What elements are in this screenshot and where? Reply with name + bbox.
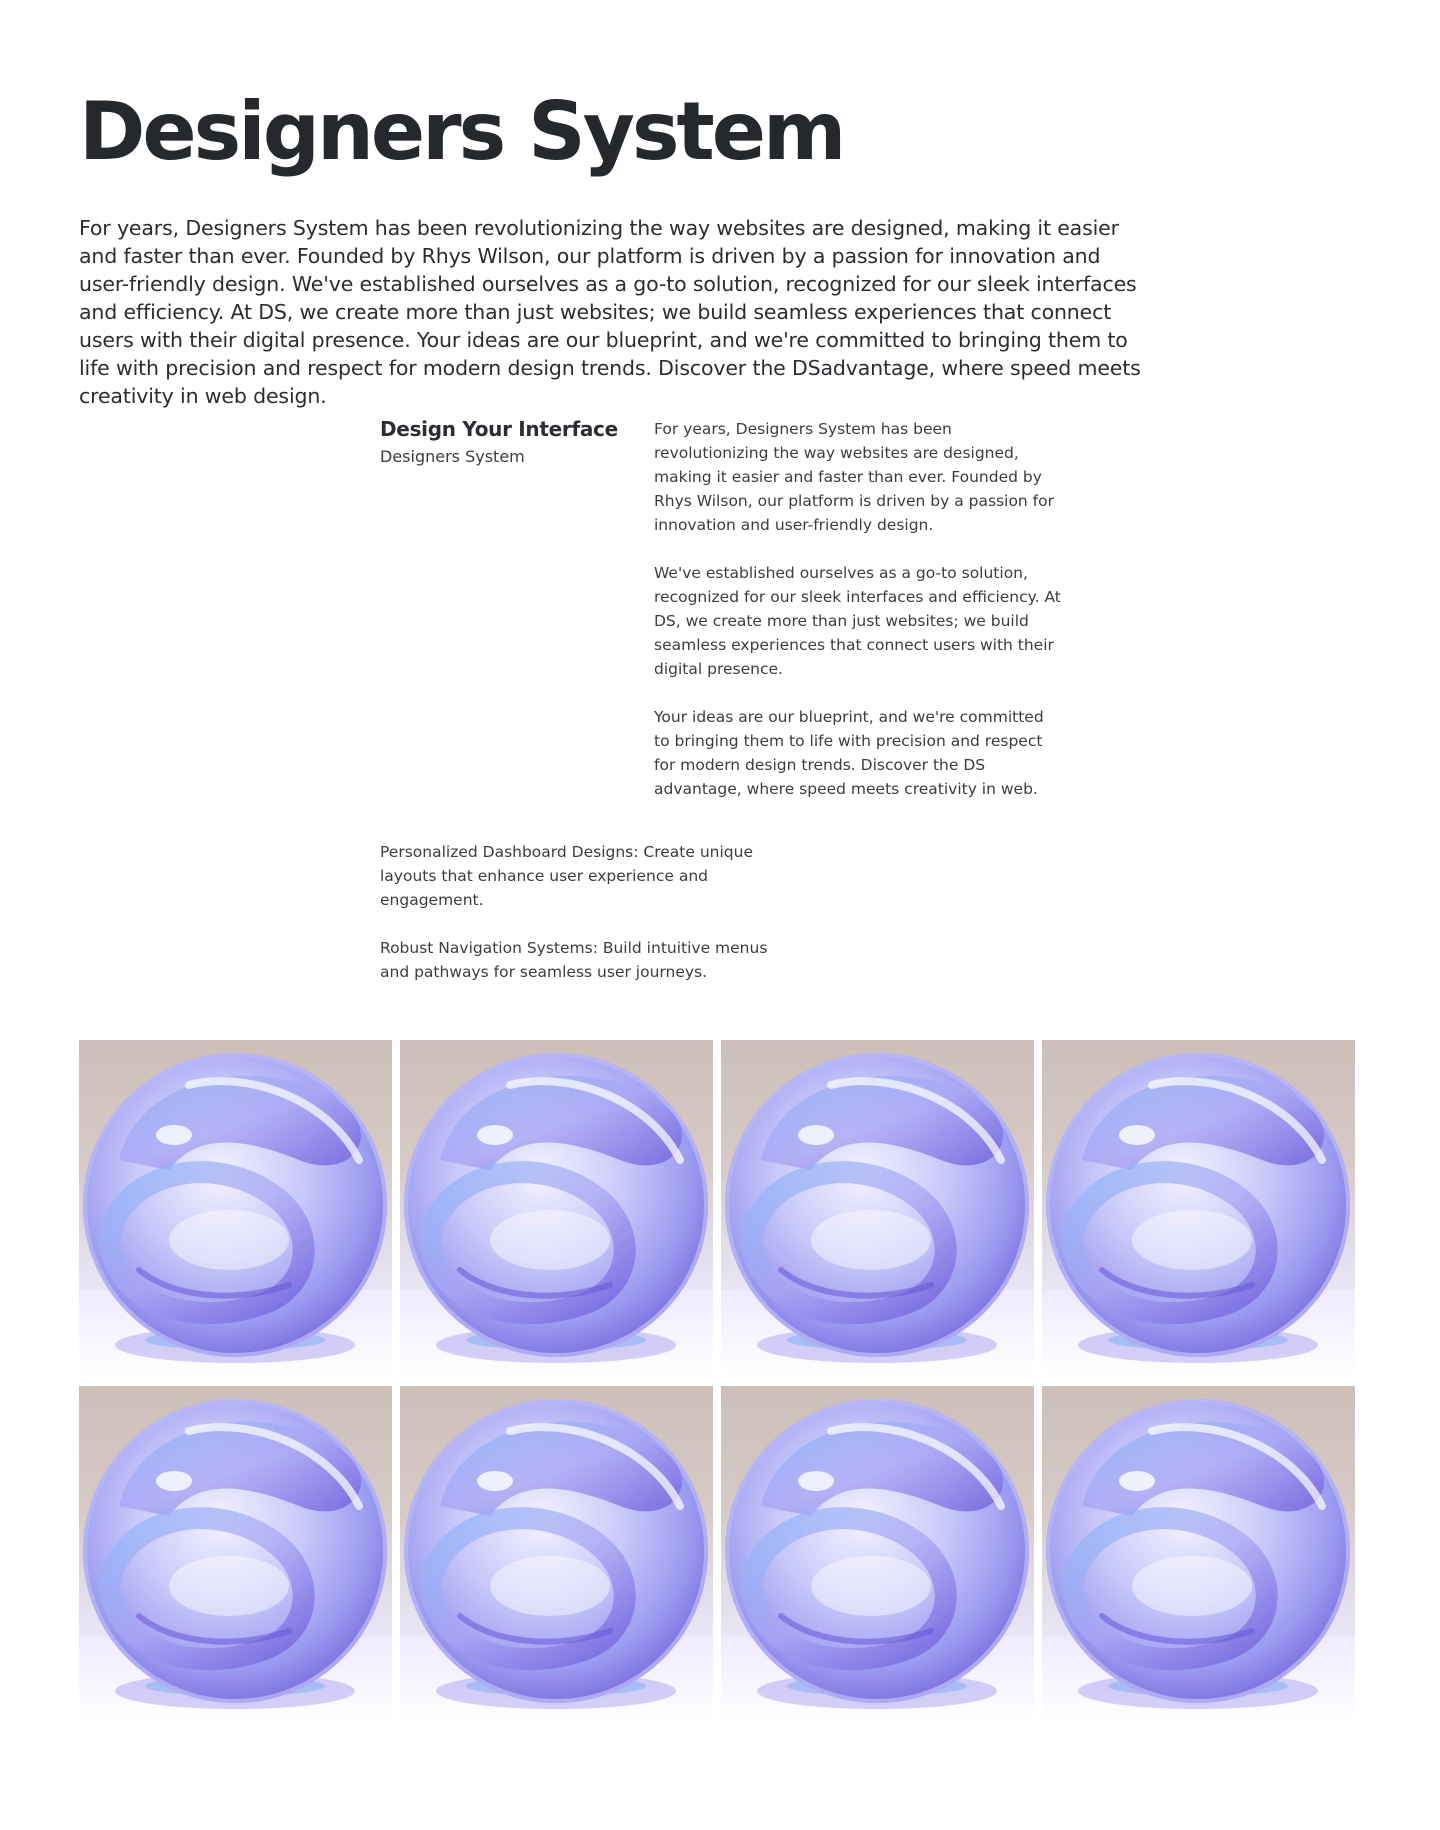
gallery-tile [721, 1040, 1034, 1377]
feature-paragraph: For years, Designers System has been revolutionizing the way websites are designed, making it easier and faster than ever. Founded by Rhys Wilson, our platform is driven by a passion for innovation and user-friendly design. [654, 420, 1054, 534]
feature-subheading: Designers System [380, 447, 525, 466]
feature-heading: Design Your Interface [380, 417, 618, 441]
feature-description [654, 417, 1064, 825]
gallery-tile [400, 1040, 713, 1377]
glass-sphere-image [721, 1386, 1034, 1723]
intro-paragraph: For years, Designers System has been revolutionizing the way websites are designed, making it easier and faster than ever. Founded by Rhys Wilson, our platform is driven by a passion for innovation and user-friendly design. We've established ourselves as a go-to solution, recognized for our sleek interfaces and efficiency. At DS, we create more than just websites; we build seamless experiences that connect users with their digital presence. Your ideas are our blueprint, and we're committed to bringing them to life with precision and respect for modern design trends. Discover the DSadvantage, where speed meets creativity in web design. [79, 216, 1141, 408]
gallery-tile [721, 1386, 1034, 1723]
gallery-tile [400, 1386, 713, 1723]
glass-sphere-image [79, 1386, 392, 1723]
feature-paragraph: Your ideas are our blueprint, and we're committed to bringing them to life with precision and respect for modern design trends. Discover the DS advantage, where speed meets creativity in web. [654, 708, 1044, 798]
gallery-tile [1042, 1386, 1355, 1723]
glass-sphere-image [79, 1040, 392, 1377]
gallery-tile [79, 1386, 392, 1723]
glass-sphere-image [1042, 1386, 1355, 1723]
feature-paragraph: We've established ourselves as a go-to solution, recognized for our sleek interfaces and efficiency. At DS, we create more than just websites; we build seamless experiences that connect users with their digital presence. [654, 564, 1061, 678]
gallery-tile [1042, 1040, 1355, 1377]
feature-list [380, 840, 770, 1008]
feature-list-item: Personalized Dashboard Designs: Create unique layouts that enhance user experience and engagement. [380, 843, 753, 909]
feature-list-item: Robust Navigation Systems: Build intuitive menus and pathways for seamless user journeys. [380, 939, 768, 981]
glass-sphere-image [400, 1040, 713, 1377]
glass-sphere-image [721, 1040, 1034, 1377]
glass-sphere-image [400, 1386, 713, 1723]
page-title: Designers System [79, 85, 844, 178]
image-gallery [79, 1040, 1358, 1723]
gallery-tile [79, 1040, 392, 1377]
glass-sphere-image [1042, 1040, 1355, 1377]
